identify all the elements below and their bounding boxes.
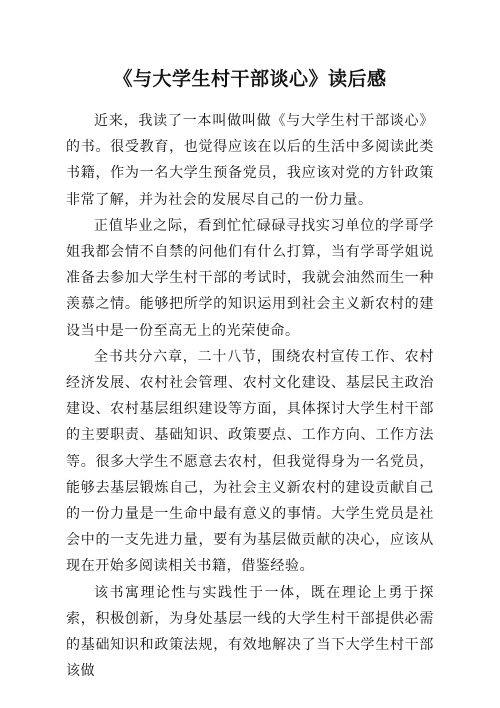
paragraph-4: 该书寓理论性与实践性于一体，既在理论上勇于探索，积极创新，为身处基层一线的大学生村干部提供必需的基础知识和政策法规，有效地解决了当下大学生村干部该做 [66,584,434,680]
document-title: 《与大学生村干部谈心》读后感 [113,68,387,90]
paragraph-1: 近来，我读了一本叫做叫做《与大学生村干部谈心》的书。很受教育，也觉得应该在以后的生活中多阅读此类书籍，作为一名大学生预备党员，我应该对党的方针政策非常了解，并为社会的发展尽自己的一份力量。 [66,113,434,208]
paragraph-3: 全书共分六章，二十八节，围绕农村宣传工作、农村经济发展、农村社会管理、农村文化建设、基层民主政治建设、农村基层组织建设等方面，具体探讨大学生村干部的主要职责、基础知识、政策要点、工作方向、工作方法等。很多大学生不愿意去农村，但我觉得身为一名党员，能够去基层锻炼自己，为社会主义新农村的建设贡献自己的一份力量是一生命中最有意义的事情。大学生党员是社会中的一支先进力量，要有为基层做贡献的决心，应该从现在开始多阅读相关书籍，借鉴经验。 [66,348,434,575]
paragraph-2: 正值毕业之际，看到忙忙碌碌寻找实习单位的学哥学姐我都会情不自禁的问他们有什么打算，当有学哥学姐说准备去参加大学生村干部的考试时，我就会油然而生一种羡慕之情。能够把所学的知识运用到社会主义新农村的建设当中是一份至高无上的光荣使命。 [66,217,434,339]
